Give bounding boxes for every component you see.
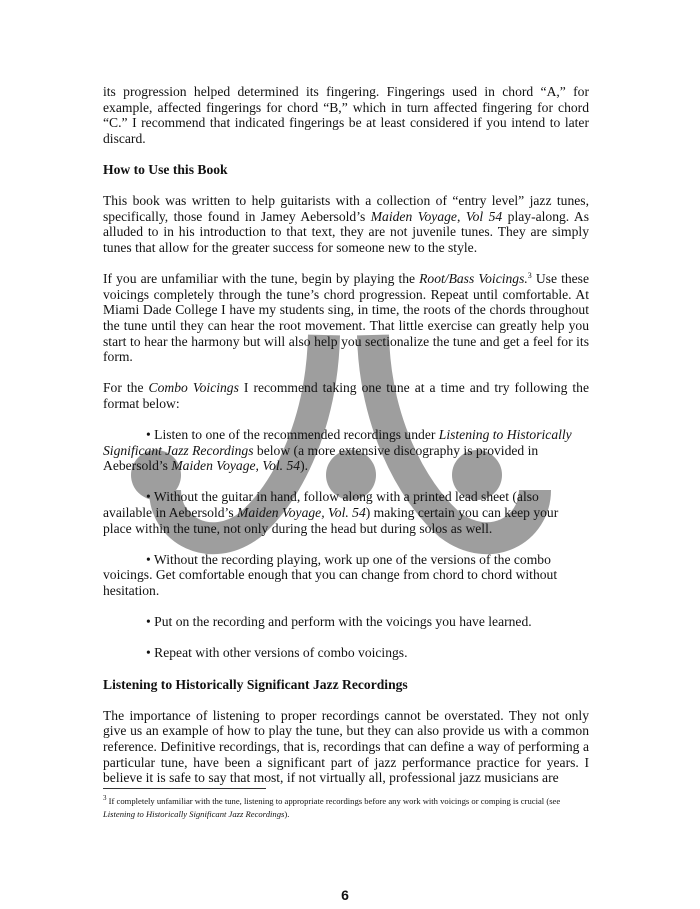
- list-item: • Listen to one of the recommended recordings under Listening to Historically Significant Jazz Recordings below (a more extensive discography is provided in Aebersold’s Maiden Voyage, Vol. 54).: [103, 427, 572, 474]
- list-item: • Put on the recording and perform with the voicings you have learned.: [146, 614, 532, 630]
- paragraph: The importance of listening to proper recordings cannot be overstated. They not only give us an example of how to play the tune, but they can also provide us with a common reference. Definitive recordings, that is, recordings that can define a way of performing a particular tune, have been a significant part of jazz performance practice for years. I believe it is safe to say that most, if not virtually all, professional jazz musicians are: [103, 707, 589, 786]
- section-heading: How to Use this Book: [103, 161, 228, 177]
- paragraph: its progression helped determined its fingering. Fingerings used in chord “A,” for example, affected fingerings for chord “B,” which in turn affected fingering for chord “C.” I recommend that indicated fingerings be at least considered if you intend to later discard.: [103, 84, 589, 146]
- section-heading: Listening to Historically Significant Jazz Recordings: [103, 676, 408, 692]
- list-item: • Without the recording playing, work up one of the versions of the combo voicings. Get comfortable enough that you can change from chord to chord without hesitation.: [103, 551, 558, 598]
- paragraph: This book was written to help guitarists with a collection of “entry level” jazz tunes, specifically, those found in Jamey Aebersold’s Maiden Voyage, Vol 54 play-along. As alluded to in his introduction to that text, they are not juvenile tunes. They are simply tunes that allow for the greater success for someone new to the style.: [103, 193, 590, 255]
- list-item: • Without the guitar in hand, follow along with a printed lead sheet (also available in Aebersold’s Maiden Voyage, Vol. 54) making certain you can keep your place within the tune, not only during the head but during solos as well.: [103, 489, 559, 536]
- footnote-ref: 3: [527, 271, 532, 281]
- paragraph: If you are unfamiliar with the tune, begin by playing the Root/Bass Voicings.$^3$ Use these voicings completely through the tune’s chord progression. Repeat until comfortable. At Miami Dade College I have my students sing, in time, the roots of the chords throughout the tune until they can hear the root movement. That little exercise can greatly help you start to hear the harmony but will also help you sectionalize the tune and get a feel for its form.: [103, 271, 589, 365]
- footnote-divider: [103, 788, 266, 789]
- list-item: • Repeat with other versions of combo voicings.: [146, 645, 408, 661]
- paragraph: For the Combo Voicings I recommend taking one tune at a time and try following the format below:: [103, 380, 589, 411]
- footnote: $^3$ If completely unfamiliar with the tune, listening to appropriate recordings before any work with voicings or comping is crucial (see Listening to Historically Significant Jazz Recordings).: [103, 793, 561, 819]
- page-number: 6: [341, 887, 349, 903]
